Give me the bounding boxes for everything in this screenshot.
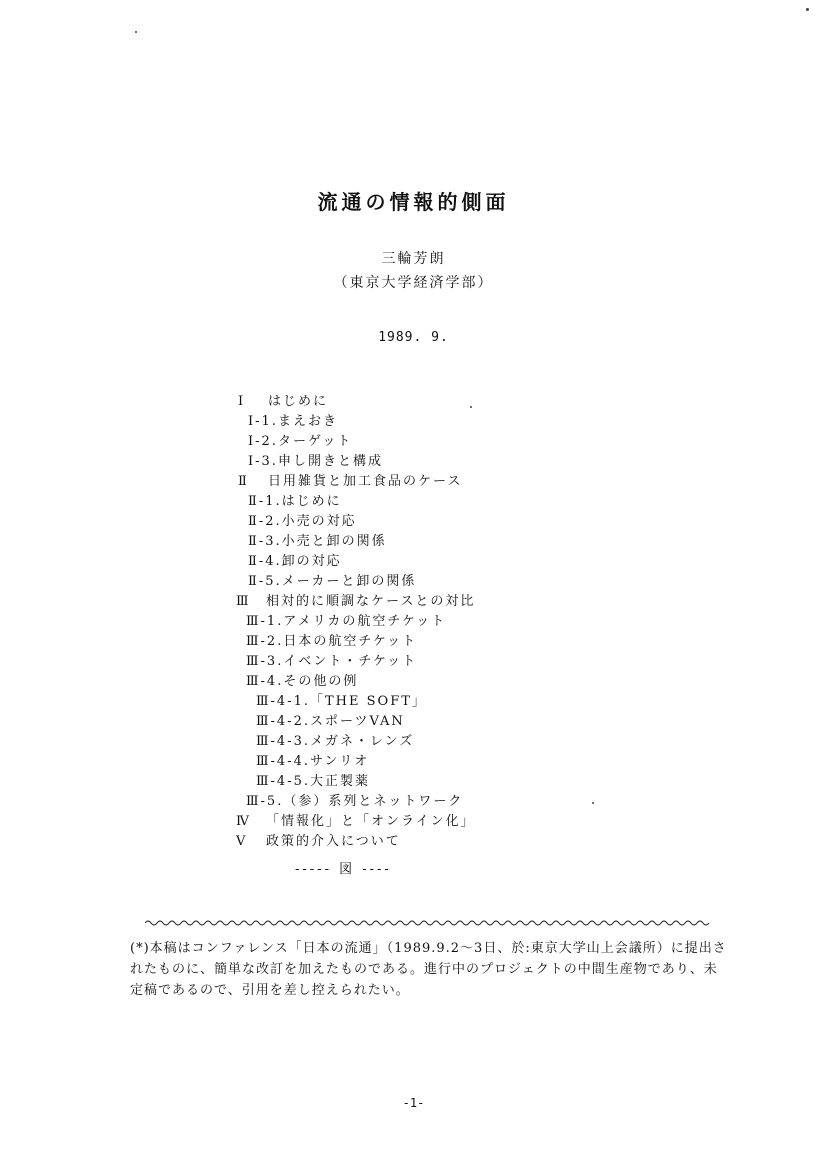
toc-text: 「情報化」と「オンライン化」 bbox=[266, 814, 476, 829]
toc-number: Ⅲ-4-4. bbox=[256, 754, 310, 769]
toc-text: 相対的に順調なケースとの対比 bbox=[266, 594, 476, 609]
toc-number: Ⅲ-2. bbox=[246, 634, 284, 649]
scan-speck bbox=[135, 31, 137, 33]
toc-number: Ⅰ-2. bbox=[248, 434, 278, 449]
toc-text: 小売と卸の関係 bbox=[281, 534, 387, 549]
toc-number: Ⅰ-1. bbox=[248, 414, 278, 429]
toc-entry bbox=[248, 532, 387, 552]
toc-number: Ⅲ-4-1. bbox=[256, 694, 310, 709]
toc-entry bbox=[248, 552, 342, 572]
toc-text: ターゲット bbox=[277, 434, 353, 449]
toc-text: はじめに bbox=[281, 494, 342, 509]
toc-number: Ⅲ-4-2. bbox=[256, 714, 310, 729]
toc-entry bbox=[246, 672, 358, 692]
toc-number: Ⅱ-2. bbox=[248, 514, 282, 529]
toc-text: 「THE SOFT」 bbox=[310, 694, 427, 709]
toc-number: Ⅲ-4-3. bbox=[256, 734, 310, 749]
page-number: -1- bbox=[402, 1096, 425, 1110]
toc-entry bbox=[236, 592, 475, 612]
toc-entry bbox=[256, 752, 369, 772]
toc-text: イベント・チケット bbox=[283, 654, 418, 669]
toc-text: メーカーと卸の関係 bbox=[281, 574, 417, 589]
toc-number: Ⅴ bbox=[236, 834, 248, 849]
toc-entry bbox=[248, 432, 352, 452]
toc-entry bbox=[248, 452, 383, 472]
toc-number: Ⅰ-3. bbox=[248, 454, 278, 469]
toc-entry bbox=[256, 772, 370, 792]
scan-speck bbox=[592, 802, 594, 804]
toc-entry bbox=[256, 732, 414, 752]
toc-text: アメリカの航空チケット bbox=[283, 614, 447, 629]
toc-entry bbox=[246, 792, 463, 812]
toc-entry bbox=[256, 712, 405, 732]
toc-number: Ⅱ bbox=[238, 474, 249, 489]
toc-number: Ⅲ-4-5. bbox=[256, 774, 310, 789]
toc-number: Ⅱ-3. bbox=[248, 534, 282, 549]
toc-number: Ⅱ-5. bbox=[248, 574, 282, 589]
footnote: (*)本稿はコンファレンス「日本の流通」（1989.9.2～3日、於:東京大学山上会議所）に提出されたものに、簡単な改訂を加えたものである。進行中のプロジェクトの中間生産物であり、未定稿であるので、引用を差し控えられたい。 bbox=[130, 941, 727, 998]
toc-number: Ⅲ bbox=[236, 594, 251, 609]
toc-text: 日本の航空チケット bbox=[283, 634, 418, 649]
toc-entry bbox=[238, 392, 328, 412]
toc-entry bbox=[236, 832, 401, 852]
toc-text: （参）系列とネットワーク bbox=[283, 794, 464, 809]
toc-entry bbox=[248, 412, 338, 432]
toc-entry bbox=[248, 512, 357, 532]
footnote-separator bbox=[145, 918, 710, 928]
toc-text: 日用雑貨と加工食品のケース bbox=[268, 474, 463, 489]
toc-number: Ⅰ bbox=[238, 394, 246, 409]
toc-text: まえおき bbox=[277, 414, 338, 429]
toc-number: Ⅲ-5. bbox=[246, 794, 284, 809]
toc-entry bbox=[246, 632, 417, 652]
toc-text: 申し開きと構成 bbox=[277, 454, 383, 469]
scan-speck bbox=[806, 8, 809, 11]
toc-text: サンリオ bbox=[310, 754, 370, 769]
toc-text: 卸の対応 bbox=[281, 554, 342, 569]
scan-speck bbox=[470, 406, 472, 408]
toc-text: 大正製薬 bbox=[310, 774, 371, 789]
toc-text: メガネ・レンズ bbox=[310, 734, 415, 749]
toc-entry bbox=[248, 572, 416, 592]
toc-text: 小売の対応 bbox=[281, 514, 357, 529]
toc-number: Ⅳ bbox=[236, 814, 251, 829]
toc-number: Ⅱ-1. bbox=[248, 494, 282, 509]
toc-number: Ⅱ-4. bbox=[248, 554, 282, 569]
toc-entry bbox=[236, 812, 476, 832]
toc-number: Ⅲ-3. bbox=[246, 654, 284, 669]
toc-entry bbox=[238, 472, 462, 492]
author-affiliation: （東京大学経済学部） bbox=[333, 275, 494, 291]
toc-number: Ⅲ-1. bbox=[246, 614, 284, 629]
toc-entry bbox=[256, 692, 427, 712]
toc-number: Ⅲ-4. bbox=[246, 674, 284, 689]
toc-text: その他の例 bbox=[283, 674, 359, 689]
toc-text: はじめに bbox=[268, 394, 329, 409]
toc-text: 政策的介入について bbox=[266, 834, 401, 849]
toc-entry bbox=[246, 612, 446, 632]
document-date: 1989. 9. bbox=[378, 330, 449, 345]
toc-entry bbox=[246, 652, 417, 672]
toc-entry bbox=[248, 492, 342, 512]
toc-text: スポーツVAN bbox=[310, 714, 405, 729]
figure-section-line: ----- 図 ---- bbox=[295, 862, 392, 877]
document-title: 流通の情報的側面 bbox=[317, 190, 510, 214]
author-name: 三輪芳朗 bbox=[381, 251, 446, 267]
